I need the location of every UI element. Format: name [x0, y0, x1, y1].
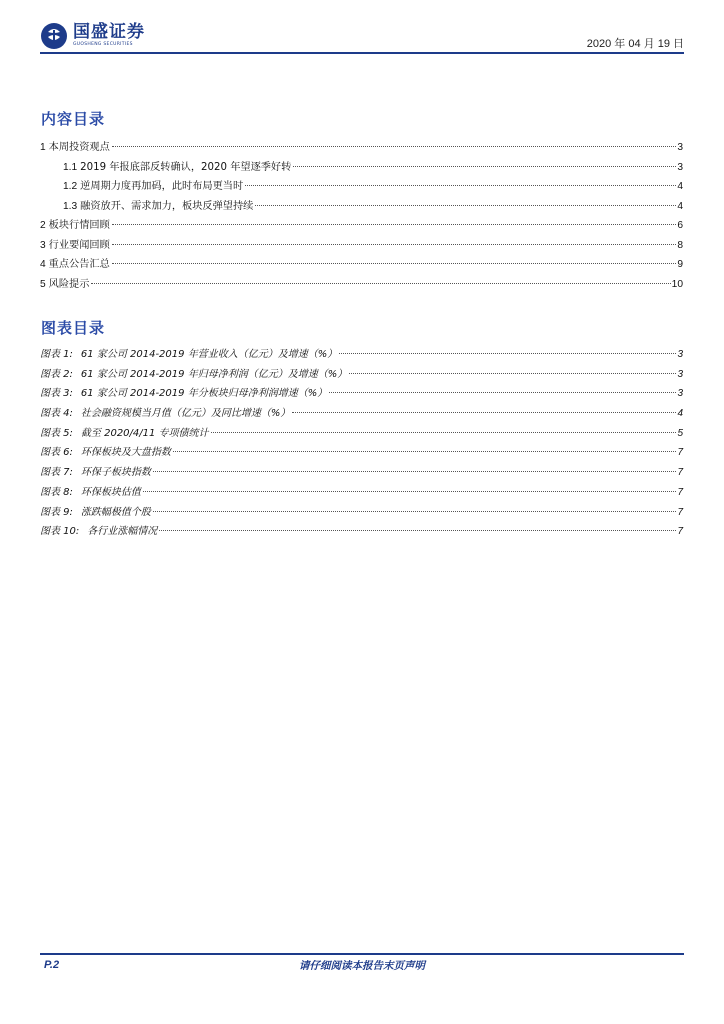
figure-entry[interactable] [40, 443, 683, 463]
figure-entry-label: 图表 5: [40, 427, 73, 439]
figure-entry-title: 61 家公司 2014-2019 年营业收入（亿元）及增速（%） [80, 349, 338, 360]
dot-leader [112, 244, 677, 245]
toc-entry-page: 9 [677, 259, 683, 270]
figure-entry-page: 3 [677, 349, 683, 360]
company-logo [40, 22, 145, 50]
toc-entry-page: 4 [677, 181, 683, 192]
figure-entry-label: 图表 2: [40, 368, 73, 380]
figure-list [40, 345, 683, 542]
figure-entry-page: 7 [677, 526, 683, 538]
figure-entry-title: 社会融资规模当月值（亿元）及同比增速（%） [80, 408, 291, 420]
dot-leader [245, 185, 676, 186]
report-date: 2020 年 04 月 19 日 [586, 38, 684, 50]
dot-leader [255, 205, 676, 206]
toc-entry-title: 重点公告汇总 [48, 259, 110, 270]
toc-entry-number: 1.3 [63, 200, 78, 212]
toc-entry-page: 4 [677, 200, 683, 212]
toc-entry-title: 行业要闻回顾 [48, 239, 110, 251]
figure-entry-page: 5 [677, 427, 683, 439]
toc-entry-number: 1.2 [63, 181, 78, 192]
figure-entry-page: 7 [677, 447, 683, 459]
figure-entry-title: 环保子板块指数 [80, 467, 151, 479]
footer-divider [40, 953, 684, 955]
page-number: P.2 [44, 959, 60, 971]
dot-leader [112, 263, 677, 264]
toc-entry-page: 6 [677, 220, 683, 231]
figure-entry[interactable] [40, 384, 683, 404]
header-divider [40, 52, 684, 54]
dot-leader [349, 373, 676, 374]
toc-entry-number: 5 [40, 278, 46, 290]
figure-entry-page: 3 [677, 368, 683, 380]
figure-entry-label: 图表 6: [40, 447, 73, 459]
toc-entry-page: 8 [677, 239, 683, 251]
dot-leader [91, 283, 670, 284]
figure-entry-label: 图表 9: [40, 506, 73, 518]
dot-leader [339, 353, 676, 354]
figure-entry-label: 图表 8: [40, 486, 73, 498]
toc-entry-number: 4 [40, 259, 46, 270]
logo-text: 国盛证券 [73, 22, 145, 43]
toc-entry-title: 逆周期力度再加码，此时布局更当时 [80, 181, 244, 192]
dot-leader [143, 491, 677, 492]
toc-entry-title: 本周投资观点 [48, 142, 110, 153]
dot-leader [173, 451, 677, 452]
toc-entry-number: 3 [40, 239, 46, 251]
toc-entry[interactable] [40, 236, 683, 256]
figure-entry[interactable] [40, 404, 683, 424]
dot-leader [159, 530, 676, 531]
figure-entry[interactable] [40, 365, 683, 385]
toc-entry[interactable] [40, 255, 683, 275]
figure-entry-title: 涨跌幅极值个股 [80, 506, 151, 518]
toc-entry-page: 3 [677, 142, 683, 153]
page-header [40, 22, 686, 56]
toc-entry[interactable] [40, 138, 683, 158]
figure-entry-page: 7 [677, 506, 683, 518]
figure-entry-title: 环保板块及大盘指数 [80, 447, 171, 459]
figure-entry[interactable] [40, 463, 683, 483]
figure-entry-page: 7 [677, 486, 683, 498]
toc-entry[interactable] [40, 216, 683, 236]
figure-entry-title: 截至 2020/4/11 专项债统计 [80, 427, 209, 439]
figure-entry-label: 图表 3: [40, 388, 73, 400]
figure-entry[interactable] [40, 424, 683, 444]
dot-leader [112, 146, 677, 147]
disclaimer-note: 请仔细阅读本报告末页声明 [299, 960, 425, 972]
dot-leader [293, 166, 676, 167]
figure-entry-title: 61 家公司 2014-2019 年分板块归母净利润增速（%） [80, 388, 328, 400]
figure-entry-title: 各行业涨幅情况 [87, 526, 158, 538]
figure-entry-title: 61 家公司 2014-2019 年归母净利润（亿元）及增速（%） [80, 368, 348, 380]
figure-entry-page: 7 [677, 467, 683, 479]
toc-heading: 内容目录 [41, 110, 106, 128]
figure-entry-label: 图表 7: [40, 467, 73, 479]
figure-entry-page: 3 [677, 388, 683, 400]
dot-leader [292, 412, 676, 413]
toc-entry-title: 板块行情回顾 [48, 220, 110, 231]
figure-entry-page: 4 [677, 408, 683, 420]
figure-entry[interactable] [40, 522, 683, 542]
figure-entry[interactable] [40, 483, 683, 503]
figure-entry-label: 图表 1: [40, 349, 73, 360]
dot-leader [153, 511, 677, 512]
toc-entry[interactable] [40, 158, 683, 178]
dot-leader [329, 392, 676, 393]
figure-entry-label: 图表 4: [40, 408, 73, 420]
toc-entry[interactable] [40, 177, 683, 197]
toc-entry[interactable] [40, 275, 683, 295]
dot-leader [211, 432, 677, 433]
toc-entry-number: 2 [40, 220, 46, 231]
toc-entry-page: 10 [671, 278, 683, 290]
figure-entry[interactable] [40, 345, 683, 365]
toc-list [40, 138, 683, 294]
figure-entry[interactable] [40, 503, 683, 523]
figure-list-heading: 图表目录 [41, 319, 106, 337]
toc-entry-page: 3 [677, 161, 683, 173]
toc-entry-number: 1.1 [63, 161, 78, 173]
figure-entry-title: 环保板块估值 [80, 486, 141, 498]
figure-entry-label: 图表 10: [40, 526, 80, 538]
dot-leader [153, 471, 677, 472]
logo-subtext: GUOSHENG SECURITIES [73, 42, 133, 48]
toc-entry-title: 风险提示 [48, 278, 90, 290]
toc-entry-title: 2019 年报底部反转确认，2020 年望逐季好转 [80, 161, 292, 173]
logo-mark-icon [40, 22, 68, 50]
toc-entry[interactable] [40, 197, 683, 217]
toc-entry-number: 1 [40, 142, 46, 153]
toc-entry-title: 融资放开、需求加力，板块反弹望持续 [80, 200, 254, 212]
dot-leader [112, 224, 677, 225]
